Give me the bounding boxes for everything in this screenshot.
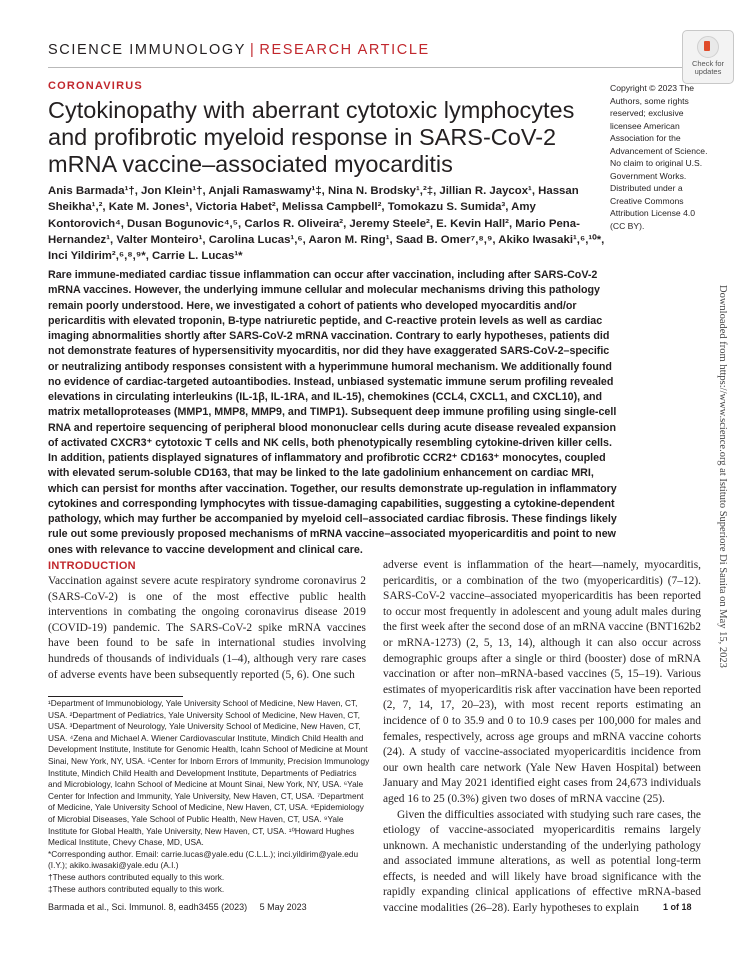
intro-paragraph-2: adverse event is inflammation of the heart—namely, myocarditis, pericarditis, or a combination of the two (myopericarditis) (7–12). SARS-CoV-2 vaccine–associated myopericarditis has been reported to occur most frequently in adolescent and young adult males during the first week after the second dose of an mRNA vaccine (BNT162b2 or mRNA-1273) (2, 5, 13, 14), although it can also occur across demographic groups after a single or third (booster) dose of mRNA vaccination or after non–mRNA-based vaccines (5, 15–19). Various estimates of myopericarditis risk after vaccination have been reported (2, 7, 14, 17, 20–23), with most recent reports estimating an incidence of 0 to 35.9 and 0 to 10.9 cases per 100,000 for males and females, respectively, across age groups and mRNA vaccine cohorts (24). A study of vaccine-associated myopericarditis incidence from our own health care network (Yale New Haven Hospital) between January and May 2021 identified eight cases from 24,673 individuals aged 16 to 25 (0.3%) given two doses of mRNA vaccine (25). <box>383 559 701 805</box>
footnote-rule <box>48 696 183 697</box>
download-watermark: Downloaded from https://www.science.org at Istituto Superiore Di Sanita on May 15, 2023 <box>717 285 728 668</box>
journal-name: SCIENCE IMMUNOLOGY <box>48 42 246 58</box>
affiliations: ¹Department of Immunobiology, Yale University School of Medicine, New Haven, CT, USA. ²Department of Pediatrics, Yale University School of Medicine, New Haven, CT, USA. ³Department of Neurology, Yale University School of Medicine, New Haven, CT, USA. ⁴Zena and Michael A. Wiener Cardiovascular Institute, Mindich Child Health and Development Institute, Institute for Genomic Health, Icahn School of Medicine at Mount Sinai, New York, NY, USA. ⁵Center for Inborn Errors of Immunity, Precision Immunology Institute, Mindich Child Health and Development Institute, Departments of Pediatrics and Microbiology, Icahn School of Medicine at Mount Sinai, New York, NY, USA. ⁶Yale Center for Infection and Immunity, Yale University, New Haven, CT, USA. ⁷Department of Medicine, Yale University School of Medicine, New Haven, CT, USA. ⁸Epidemiology of Microbial Diseases, Yale School of Public Health, New Haven, CT, USA. ⁹Yale Institute for Global Health, Yale University, New Haven, CT, USA. ¹⁰Howard Hughes Medical Institute, Chevy Chase, MD, USA. <box>48 698 370 848</box>
badge-label-2: updates <box>694 67 722 76</box>
corresponding-author: *Corresponding author. Email: carrie.lucas@yale.edu (C.L.L.); inci.yildirim@yale.edu (I.Y.); akiko.iwasaki@yale.edu (A.I.) <box>48 848 359 871</box>
bookmark-icon <box>697 36 719 58</box>
affiliations-block <box>48 698 370 895</box>
header-separator: | <box>250 42 256 58</box>
badge-label-1: Check for <box>691 59 725 68</box>
intro-paragraph-3: Given the difficulties associated with studying such rare cases, the etiology of vaccine-associated myopericarditis remains largely unknown. A mechanistic understanding of the underlying pathology and associated immune alterations, as well as potential long-term effects, is needed and will likely have broad significance with the rapidly expanding clinical applications of effective mRNA-based vaccine modalities (26–28). Early hypotheses to explain <box>383 808 701 915</box>
header-rule <box>48 67 702 68</box>
article-type: RESEARCH ARTICLE <box>259 42 430 58</box>
footer-citation: Barmada et al., Sci. Immunol. 8, eadh3455 (2023) 5 May 2023 <box>48 902 307 912</box>
copyright-notice: Copyright © 2023 The Authors, some rights reserved; exclusive licensee American Association for the Advancement of Science. No claim to original U.S. Government Works. Distributed under a Creative Commons Attribution License 4.0 (CC BY). <box>610 83 708 231</box>
intro-paragraph-1: Vaccination against severe acute respiratory syndrome coronavirus 2 (SARS-CoV-2) is one of the most effective public health interventions in combating the ongoing coronavirus disease 2019 (COVID-19) pandemic. The SARS-CoV-2 spike mRNA vaccines have been found to be safe in international studies involving hundreds of thousands of individuals (1–4), although very rare cases of adverse events have been subsequently reported (5, 6). One such <box>48 575 366 681</box>
author-list: Anis Barmada¹†, Jon Klein¹†, Anjali Ramaswamy¹‡, Nina N. Brodsky¹,²‡, Jillian R. Jaycox¹, Hassan Sheikha¹,², Kate M. Jones¹, Victoria Habet², Melissa Campbell², Tomokazu S. Sumida³, Amy Kontorovich⁴, Dusan Bogunovic⁴,⁵, Carlos R. Oliveira², Jeremy Steele², E. Kevin Hall², Mario Pena-Hernandez¹, Valter Monteiro¹, Carolina Lucas¹,⁶, Aaron M. Ring¹, Saad B. Omer⁷,⁸,⁹, Akiko Iwasaki¹,⁶,¹⁰*, Inci Yildirim²,⁶,⁸,⁹*, Carrie L. Lucas¹* <box>48 185 605 263</box>
intro-left-column <box>48 574 366 683</box>
journal-header <box>48 42 430 58</box>
equal-contribution-2: ‡These authors contributed equally to this work. <box>48 883 225 894</box>
subject-category: CORONAVIRUS <box>48 80 143 92</box>
check-for-updates-badge[interactable] <box>682 30 734 84</box>
article-title: Cytokinopathy with aberrant cytotoxic lymphocytes and profibrotic myeloid response in SARS-CoV-2 mRNA vaccine–associated myocarditis <box>48 97 575 177</box>
abstract: Rare immune-mediated cardiac tissue inflammation can occur after vaccination, including after SARS-CoV-2 mRNA vaccines. However, the underlying immune cellular and molecular mechanisms driving this pathology remain poorly understood. Here, we investigated a cohort of patients who developed myocarditis and/or pericarditis with elevated troponin, B-type natriuretic peptide, and C-reactive protein levels as well as cardiac imaging abnormalities shortly after SARS-CoV-2 mRNA vaccination. Contrary to early hypotheses, patients did not demonstrate features of hypersensitivity myocarditis, nor did they have exaggerated SARS-CoV-2–specific or neutralizing antibody responses consistent with a hyperimmune humoral mechanism. We additionally found no evidence of cardiac-targeted autoantibodies. Instead, unbiased systematic immune serum profiling revealed elevations in circulating interleukins (IL-1β, IL-1RA, and IL-15), chemokines (CCL4, CXCL1, and CXCL10), and matrix metalloproteases (MMP1, MMP8, MMP9, and TIMP1). Subsequent deep immune profiling using single-cell RNA and repertoire sequencing of peripheral blood mononuclear cells during acute disease revealed expansion of activated CXCR3⁺ cytotoxic T cells and NK cells, both phenotypically resembling cytokine-driven killer cells. In addition, patients displayed signatures of inflammatory and profibrotic CCR2⁺ CD163⁺ monocytes, coupled with elevated serum-soluble CD163, that may be linked to the late gadolinium enhancement on cardiac MRI, which can persist for months after vaccination. Together, our results demonstrate up-regulation in inflammatory cytokines and corresponding lymphocytes with tissue-damaging capabilities, suggesting a cytokine-dependent pathology, which may further be accompanied by myeloid cell–associated cardiac fibrosis. These findings likely rule out some previously proposed mechanisms of mRNA vaccine–associated myopericarditis and point to new ones with relevance to vaccine development and clinical care. <box>48 269 617 556</box>
section-heading-introduction: INTRODUCTION <box>48 560 136 572</box>
equal-contribution-1: †These authors contributed equally to this work. <box>48 871 225 882</box>
intro-right-column <box>383 558 701 917</box>
page-number: 1 of 18 <box>663 902 692 912</box>
